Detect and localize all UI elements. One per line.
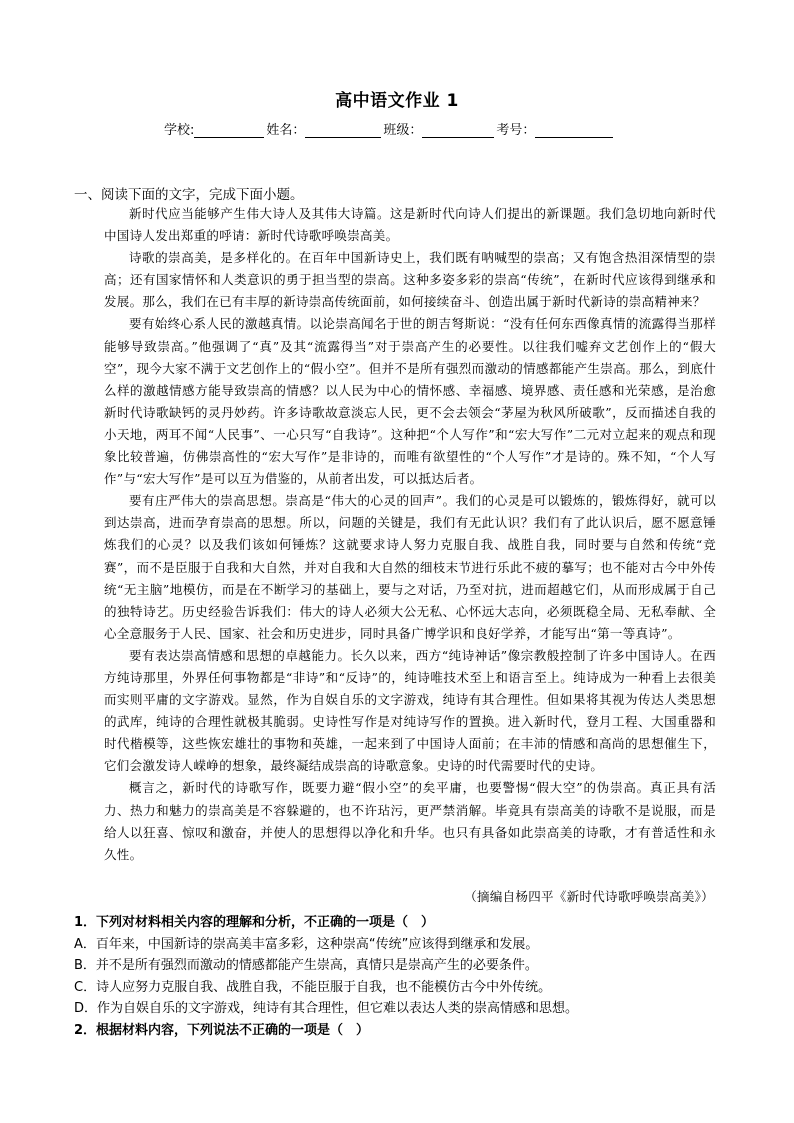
reading-passage (104, 203, 716, 866)
passage-paragraph: 要有表达崇高情感和思想的卓越能力。长久以来，西方“纯诗神话”像宗教般控制了许多中国诗人。在西方纯诗那里，外界任何事物都是“非诗”和“反诗”的，纯诗唯技术至上和语言至上。纯诗成为一种看上去很美而实则平庸的文字游戏。显然，作为自娱自乐的文字游戏，纯诗有其合理性。但如果将其视为传达人类思想的武库，纯诗的合理性就极其脆弱。史诗性写作是对纯诗写作的置换。进入新时代，登月工程、大国重器和时代楷模等，这些恢宏雄壮的事物和英雄，一起来到了中国诗人面前；在丰沛的情感和高尚的思想催生下，它们会激发诗人嵘峥的想象，最终凝结成崇高的诗歌意象。史诗的时代需要时代的史诗。 (104, 647, 716, 774)
class-blank[interactable] (422, 123, 494, 138)
section-heading: 一、阅读下面的文字，完成下面小题。 (74, 187, 304, 203)
passage-paragraph: 新时代应当能够产生伟大诗人及其伟大诗篇。这是新时代向诗人们提出的新课题。我们急切地向新时代中国诗人发出郑重的呼请：新时代诗歌呼唤崇高美。 (104, 206, 716, 244)
name-blank[interactable] (305, 123, 381, 138)
passage-paragraph: 要有始终心系人民的激越真情。以论崇高闻名于世的朗吉弩斯说：“没有任何东西像真情的流露得当那样能够导致崇高。”他强调了“真”及其“流露得当”对于崇高产生的必要性。以往我们嘘弃文艺创作上的“假大空”，现今大家不满于文艺创作上的“假小空”。但并不是所有强烈而激动的情感都能产生崇高。那么，到底什么样的激越情感方能导致崇高的情感？以人民为中心的情怀感、幸福感、境界感、责任感和光荣感，是治愈新时代诗歌缺钙的灵丹妙药。许多诗歌故意淡忘人民，更不会去领会“茅屋为秋风所破歌”，反而描述自我的小天地，两耳不闻“人民事”、一心只写“自我诗”。这种把“个人写作”和“宏大写作”二元对立起来的观点和现象比较普遍，仿佛崇高性的“宏大写作”是非诗的，而唯有欲望性的“个人写作”才是诗的。殊不知，“个人写作”与“宏大写作”是可以互为借鉴的，从前者出发，可以抵达后者。 (104, 316, 716, 487)
question-1-option-b[interactable]: B．并不是所有强烈而激动的情感都能产生崇高，真情只是崇高产生的必要条件。 (74, 958, 538, 973)
question-1-option-c[interactable]: C．诗人应努力克服自我、战胜自我，不能臣服于自我，也不能模仿古今中外传统。 (74, 979, 552, 995)
page-title: 高中语文作业 1 (335, 91, 459, 111)
question-1-stem: 1．下列对材料相关内容的理解和分析，不正确的一项是（ ） (74, 915, 435, 930)
exam-number-label: 考号： (496, 123, 536, 138)
school-blank[interactable] (194, 123, 264, 138)
exam-number-blank[interactable] (535, 123, 613, 138)
school-label: 学校: (164, 123, 195, 138)
student-info-line (164, 119, 615, 138)
passage-paragraph: 概言之，新时代的诗歌写作，既要力避“假小空”的矣平庸，也要警惕“假大空”的伪崇高。真正具有活力、热力和魅力的崇高美是不容躲避的，也不许玷污，更严禁消解。毕竟具有崇高美的诗歌不是说服，而是给人以狂喜、惊叹和激奋，并使人的思想得以净化和升华。也只有具备如此崇高美的诗歌，才有普适性和永久性。 (104, 780, 716, 862)
passage-paragraph: 要有庄严伟大的崇高思想。崇高是“伟大的心灵的回声”。我们的心灵是可以锻炼的，锻炼得好，就可以到达崇高，进而孕育崇高的思想。所以，问题的关键是，我们有无此认识？我们有了此认识后，愿不愿意锤炼我们的心灵？以及我们该如何锤炼？这就要求诗人努力克服自我、战胜自我，同时要与自然和传统“竞赛”，而不是臣服于自我和大自然，并对自我和大自然的细枝末节进行乐此不疲的摹写；也不能对古今中外传统“无主脑”地模仿，而是在不断学习的基础上，要与之对话，乃至对抗，进而超越它们，从而形成属于自己的独特诗艺。历史经验告诉我们：伟大的诗人必须大公无私、心怀远大志向，必须既稳全局、无私奉献、全心全意服务于人民、国家、社会和历史进步，同时具备广博学识和良好学养，才能写出“第一等真诗”。 (104, 493, 716, 641)
class-label: 班级： (383, 123, 423, 138)
question-list (74, 912, 734, 1041)
passage-source: （摘编自杨四平《新时代诗歌呼唤崇高美》） (464, 889, 714, 904)
question-1-option-d[interactable]: D．作为自娱自乐的文字游戏，纯诗有其合理性，但它难以表达人类的崇高情感和思想。 (74, 1001, 579, 1016)
question-2-stem: 2．根据材料内容，下列说法不正确的一项是（ ） (74, 1022, 370, 1038)
name-label: 姓名： (266, 123, 306, 138)
passage-paragraph: 诗歌的崇高美，是多样化的。在百年中国新诗史上，我们既有呐喊型的崇高；又有饱含热泪深情型的崇高；还有国家情怀和人类意识的勇于担当型的崇高。这种多姿多彩的崇高“传统”，在新时代应该得到继承和发展。那么，我们在已有丰厚的新诗崇高传统面前，如何接续奋斗、创造出属于新时代新诗的崇高精神来？ (104, 250, 716, 310)
question-1-option-a[interactable]: A．百年来，中国新诗的崇高美丰富多彩，这种崇高“传统”应该得到继承和发展。 (74, 936, 539, 952)
